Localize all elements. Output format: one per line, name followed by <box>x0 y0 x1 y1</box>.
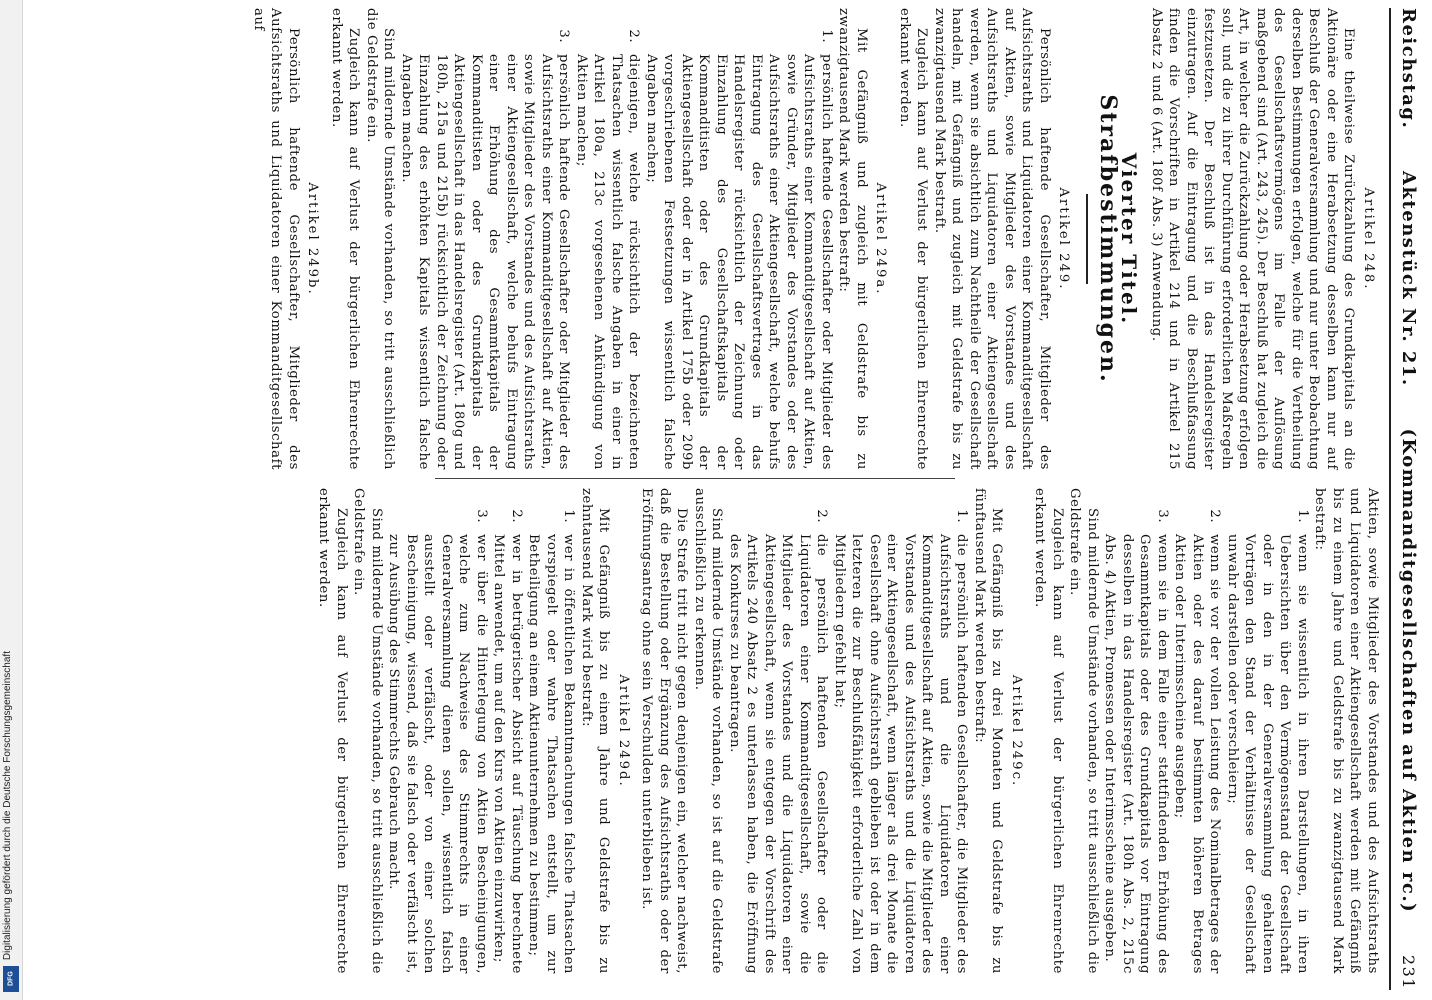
article-249d-note-1: Sind mildernde Umstände vorhanden, so tritt ausschließlich die Geldstrafe ein. <box>351 488 384 974</box>
article-249c-note-2: Die Strafe tritt nicht gegen denjenigen ein, welcher nachweist, daß die Bestellung oder Ergänzung des Aufsichtsraths oder der Eröffnungsantrag ohne sein Verschulden unterblieben ist. <box>639 488 690 974</box>
continued-note-1: Sind mildernde Umstände vorhanden, so tritt ausschließlich die Geldstrafe ein. <box>1067 488 1100 974</box>
list-item: 3. persönlich haftende Gesellschafter oder Mitglieder des Aufsichtsraths einer Kommanditgesellschaft auf Aktien, sowie Mitglieder des Vorstandes und des Aufsichtsraths einer Aktiengesellschaft, welche behufs Eintragung einer Erhöhung des Gesammtkapitals der Kommanditisten oder des Grundkapitals der Aktiengesellschaft in das Handelsregister (Art. 180g und 180h, 215a und 215b) rücksichtlich der Zeichnung oder Einzahlung des erhöhten Kapitals wissentlich falsche Angaben machen. <box>398 48 573 470</box>
article-249d-intro: Mit Gefängniß bis zu einem Jahre und Geldstrafe bis zu zehntausend Mark wird bestraft: <box>579 488 612 974</box>
header-left: Reichstag. <box>1398 8 1419 130</box>
list-item: 3. wer über die Hinterlegung von Aktien Bescheinigungen, welche zum Nachweise des Stimmrechts in einer Generalversammlung dienen sollen, wissentlich falsch ausstellt oder verfälscht, oder von einer solchen Bescheinigung, wissend, daß sie falsch oder verfälscht ist, zur Ausübung des Stimmrechts Gebrauch macht. <box>385 528 490 974</box>
left-column <box>40 8 1381 470</box>
article-249c-note-1: Sind mildernde Umstände vorhanden, so ist auf die Geldstrafe ausschließlich zu erkennen. <box>692 488 725 974</box>
header-right: (Kommanditgesellschaften auf Aktien rc.) <box>1398 428 1419 914</box>
article-248-text: Eine theilweise Zurückzahlung des Grundkapitals an die Aktionäre oder eine Herabsetzung desselben kann nur auf Beschluß der Generalversammlung und nur unter Beobachtung derselben Bestimmungen erfolgen, welche für die Vertheilung des Gesellschaftsvermögens im Falle der Auflösung maßgebend sind (Art. 243, 245). Der Beschluß hat zugleich die Art, in welcher die Zurückzahlung oder Herabsetzung erfolgen soll, und die zu ihrer Durchführung erforderlichen Maßregeln festzusetzen. Der Beschluß ist in das Handelsregister einzutragen. Auf die Eintragung und die Beschlußfassung finden die Vorschriften in Artikel 214 und in Artikel 215 Absatz 2 und 6 (Art. 180f Abs. 3) Anwendung. <box>1149 8 1357 470</box>
article-249-note: Zugleich kann auf Verlust der bürgerlichen Ehrenrechte erkannt werden. <box>897 8 930 470</box>
column-divider <box>435 478 955 479</box>
article-249a-note-1: Sind mildernde Umstände vorhanden, so tritt ausschließlich die Geldstrafe ein. <box>364 8 397 470</box>
list-item: 1. wer in öffentlichen Bekanntmachungen falsche Thatsachen vorspiegelt oder wahre Thatsachen entstellt, um zur Betheiligung an einem Aktienunternehmen zu bestimmen; <box>525 528 578 974</box>
running-header <box>1395 8 1417 990</box>
continued-list <box>1101 488 1311 974</box>
continued-text: Aktien, sowie Mitglieder des Vorstandes und des Aufsichtsraths und Liquidatoren einer Aktiengesellschaft werden mit Gefängniß bis zu einem Jahre und Geldstrafe bis zu zwanzigtausend Mark bestraft: <box>1312 488 1380 974</box>
article-249c-title: Artikel 249c. <box>1009 674 1024 788</box>
digitization-strip <box>0 0 23 1000</box>
list-item: 1. persönlich haftende Gesellschafter oder Mitglieder des Aufsichtsraths einer Kommanditgesellschaft auf Aktien, sowie Gründer, Mitglieder des Vorstandes oder des Aufsichtsraths einer Aktiengesellschaft, welche behufs Eintragung des Gesellschaftsvertrages in das Handelsregister rücksichtlich der Zeichnung oder Einzahlung des Gesellschaftskapitals der Kommanditisten oder des Grundkapitals der Aktiengesellschaft oder der in Artikel 175b oder 209b vorgeschriebenen Festsetzungen wissentlich falsche Angaben machen; <box>643 48 836 470</box>
header-center: Aktenstück Nr. 21. <box>1398 171 1419 387</box>
right-column <box>40 488 1381 974</box>
section-rule <box>1087 194 1089 284</box>
article-249d-title: Artikel 249d. <box>616 674 631 788</box>
article-249a-note-2: Zugleich kann auf Verlust der bürgerlichen Ehrenrechte erkannt werden. <box>329 8 362 470</box>
digitization-credit: Digitalisierung gefördert durch die Deutsche Forschungsgemeinschaft <box>2 650 13 960</box>
list-item: 1. wenn sie wissentlich in ihren Darstellungen, in ihren Uebersichten über den Vermögensstand der Gesellschaft oder in den in der Generalversammlung gehaltenen Vorträgen den Stand der Verhältnisse der Gesellschaft unwahr darstellen oder verschleiern; <box>1224 528 1312 974</box>
article-249c-list <box>726 488 971 974</box>
page-number: 231 <box>1399 954 1418 990</box>
section-subtitle: Strafbestimmungen. <box>1095 94 1121 384</box>
list-item: 2. wer in betrügerischer Absicht auf Täuschung berechnete Mittel anwendet, um auf den Kurs von Aktien einzuwirken; <box>490 528 525 974</box>
list-item: 2. die persönlich haftenden Gesellschafter oder die Liquidatoren einer Kommanditgesellschaft, sowie die Mitglieder des Vorstandes und die Liquidatoren einer Aktiengesellschaft, wenn sie entgegen der Vorschrift des Artikels 240 Absatz 2 es unterlassen haben, die Eröffnung des Konkurses zu beantragen. <box>726 528 831 974</box>
article-249d-note-2: Zugleich kann auf Verlust der bürgerlichen Ehrenrechte erkannt werden. <box>316 488 349 974</box>
article-249c-intro: Mit Gefängniß bis zu drei Monaten und Geldstrafe bis zu fünftausend Mark werden bestraft: <box>972 488 1005 974</box>
dfg-logo: DFG <box>3 966 19 992</box>
section-title: Vierter Titel. <box>1117 152 1142 326</box>
page-content <box>30 0 1425 1000</box>
list-item: 3. wenn sie in dem Falle einer stattfindenden Erhöhung des Gesammtkapitals oder des Grundkapitals vor Eintragung desselben in das Handelsregister (Art. 180h Abs. 2, 215c Abs. 4) Aktien, Promessen oder Interimsscheine ausgeben. <box>1101 528 1171 974</box>
list-item: 2. wenn sie vor der vollen Leistung des Nominalbetrages der Aktien oder des darauf bestimmten höheren Betrages Aktien oder Interimsscheine ausgeben; <box>1171 528 1224 974</box>
article-249-text: Persönlich haftende Gesellschafter, Mitglieder des Aufsichtsraths und Liquidatoren einer Kommanditgesellschaft auf Aktien, sowie Mitglieder des Vorstandes und des Aufsichtsraths und Liquidatoren einer Aktiengesellschaft werden, wenn sie absichtlich zum Nachtheile der Gesellschaft handeln, mit Gefängniß und zugleich mit Geldstrafe bis zu zwanzigtausend Mark bestraft. <box>932 8 1052 470</box>
article-249a-title: Artikel 249a. <box>873 182 889 296</box>
article-249b-title: Artikel 249b. <box>305 182 321 296</box>
scanned-page <box>30 0 1425 1000</box>
list-item: 2. diejenigen, welche rücksichtlich der bezeichneten Thatsachen wissentlich falsche Angaben in einer in Artikel 180a, 213c vorgesehenen Ankündigung von Aktien machen; <box>573 48 643 470</box>
article-249a-list <box>398 8 836 470</box>
article-248-title: Artikel 248. <box>1361 187 1376 291</box>
header-rule <box>1389 8 1391 990</box>
article-249d-list <box>385 488 578 974</box>
list-item: 1. die persönlich haftenden Gesellschafter, die Mitglieder des Aufsichtsraths und die Liquidatoren einer Kommanditgesellschaft auf Aktien, sowie die Mitglieder des Vorstandes und des Aufsichtsraths und die Liquidatoren einer Aktiengesellschaft, wenn länger als drei Monate die Gesellschaft ohne Aufsichtsrath geblieben ist oder in dem letzteren die zur Beschlußfähigkeit erforderliche Zahl von Mitgliedern gefehlt hat; <box>831 528 971 974</box>
continued-note-2: Zugleich kann auf Verlust der bürgerlichen Ehrenrechte erkannt werden. <box>1032 488 1065 974</box>
article-249b-text: Persönlich haftende Gesellschafter, Mitglieder des Aufsichtsraths und Liquidatoren einer Kommanditgesellschaft auf <box>251 8 301 470</box>
article-249-title: Artikel 249. <box>1056 187 1072 291</box>
article-249a-intro: Mit Gefängniß und zugleich mit Geldstrafe bis zu zwanzigtausend Mark werden bestraft: <box>836 8 869 470</box>
